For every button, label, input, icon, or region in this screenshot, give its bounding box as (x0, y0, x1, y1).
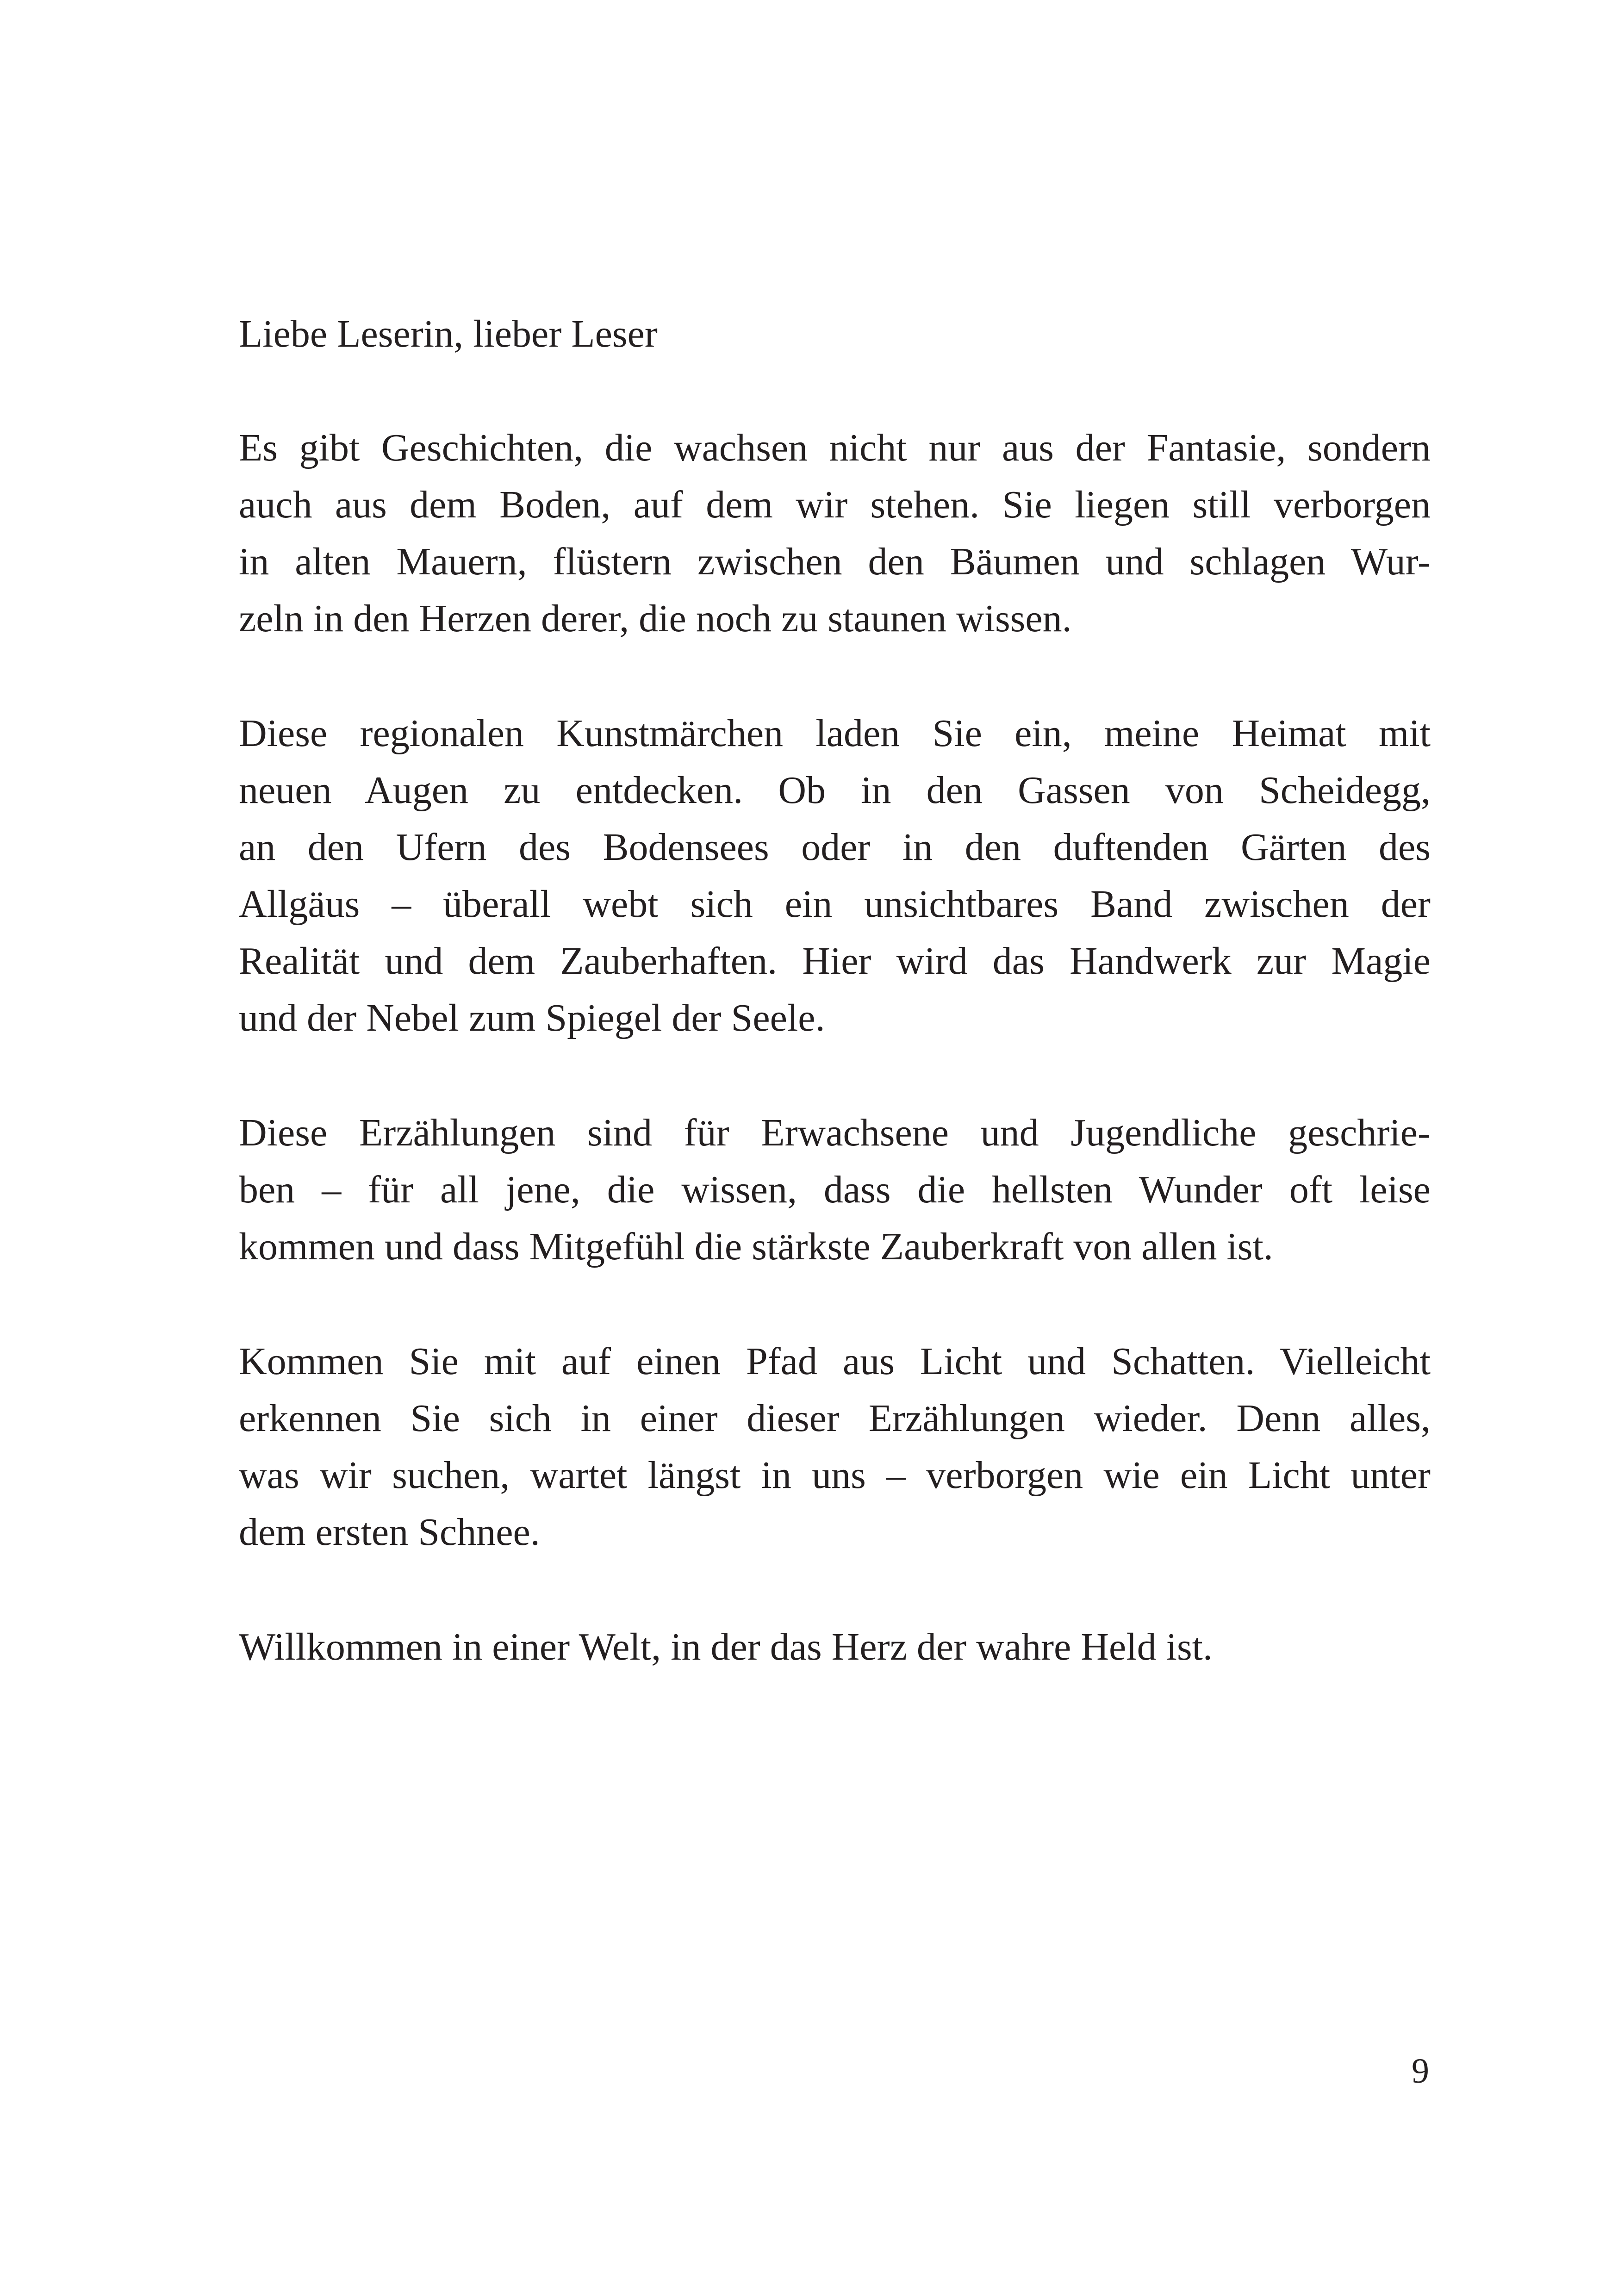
text-line: an den Ufern des Bodensees oder in den duftenden Gärten des (239, 826, 1431, 869)
text-line: Diese Erzählungen sind für Erwachsene und Jugendliche geschrie- (239, 1111, 1431, 1154)
salutation: Liebe Leserin, lieber Leser (239, 312, 658, 355)
text-line: zeln in den Herzen derer, die noch zu staunen wissen. (239, 597, 1072, 640)
text-line: Es gibt Geschichten, die wachsen nicht nur aus der Fantasie, sondern (239, 426, 1431, 469)
text-line: Willkommen in einer Welt, in der das Herz der wahre Held ist. (239, 1625, 1213, 1668)
paragraph-1 (239, 419, 1431, 647)
paragraph-5 (239, 1618, 1431, 1675)
text-line: erkennen Sie sich in einer dieser Erzählungen wieder. Denn alles, (239, 1397, 1431, 1440)
paragraph-4 (239, 1333, 1431, 1561)
text-line: ben – für all jene, die wissen, dass die hellsten Wunder oft leise (239, 1168, 1431, 1211)
text-line: kommen und dass Mitgefühl die stärkste Zauberkraft von allen ist. (239, 1225, 1273, 1268)
paragraph-2 (239, 705, 1431, 1046)
page-number: 9 (1412, 2052, 1429, 2091)
text-line: Kommen Sie mit auf einen Pfad aus Licht und Schatten. Vielleicht (239, 1340, 1431, 1383)
text-line: Realität und dem Zauberhaften. Hier wird das Handwerk zur Magie (239, 940, 1431, 983)
text-line: auch aus dem Boden, auf dem wir stehen. Sie liegen still verborgen (239, 483, 1431, 526)
text-line: neuen Augen zu entdecken. Ob in den Gassen von Scheidegg, (239, 769, 1431, 812)
text-line: Allgäus – überall webt sich ein unsichtbares Band zwischen der (239, 883, 1431, 926)
text-line: und der Nebel zum Spiegel der Seele. (239, 996, 825, 1039)
paragraph-3 (239, 1104, 1431, 1275)
text-line: was wir suchen, wartet längst in uns – verborgen wie ein Licht unter (239, 1454, 1431, 1497)
text-line: dem ersten Schnee. (239, 1511, 540, 1554)
foreword-text (239, 305, 1431, 1733)
text-line: in alten Mauern, flüstern zwischen den Bäumen und schlagen Wur- (239, 540, 1431, 583)
text-line: Diese regionalen Kunstmärchen laden Sie ein, meine Heimat mit (239, 712, 1431, 755)
